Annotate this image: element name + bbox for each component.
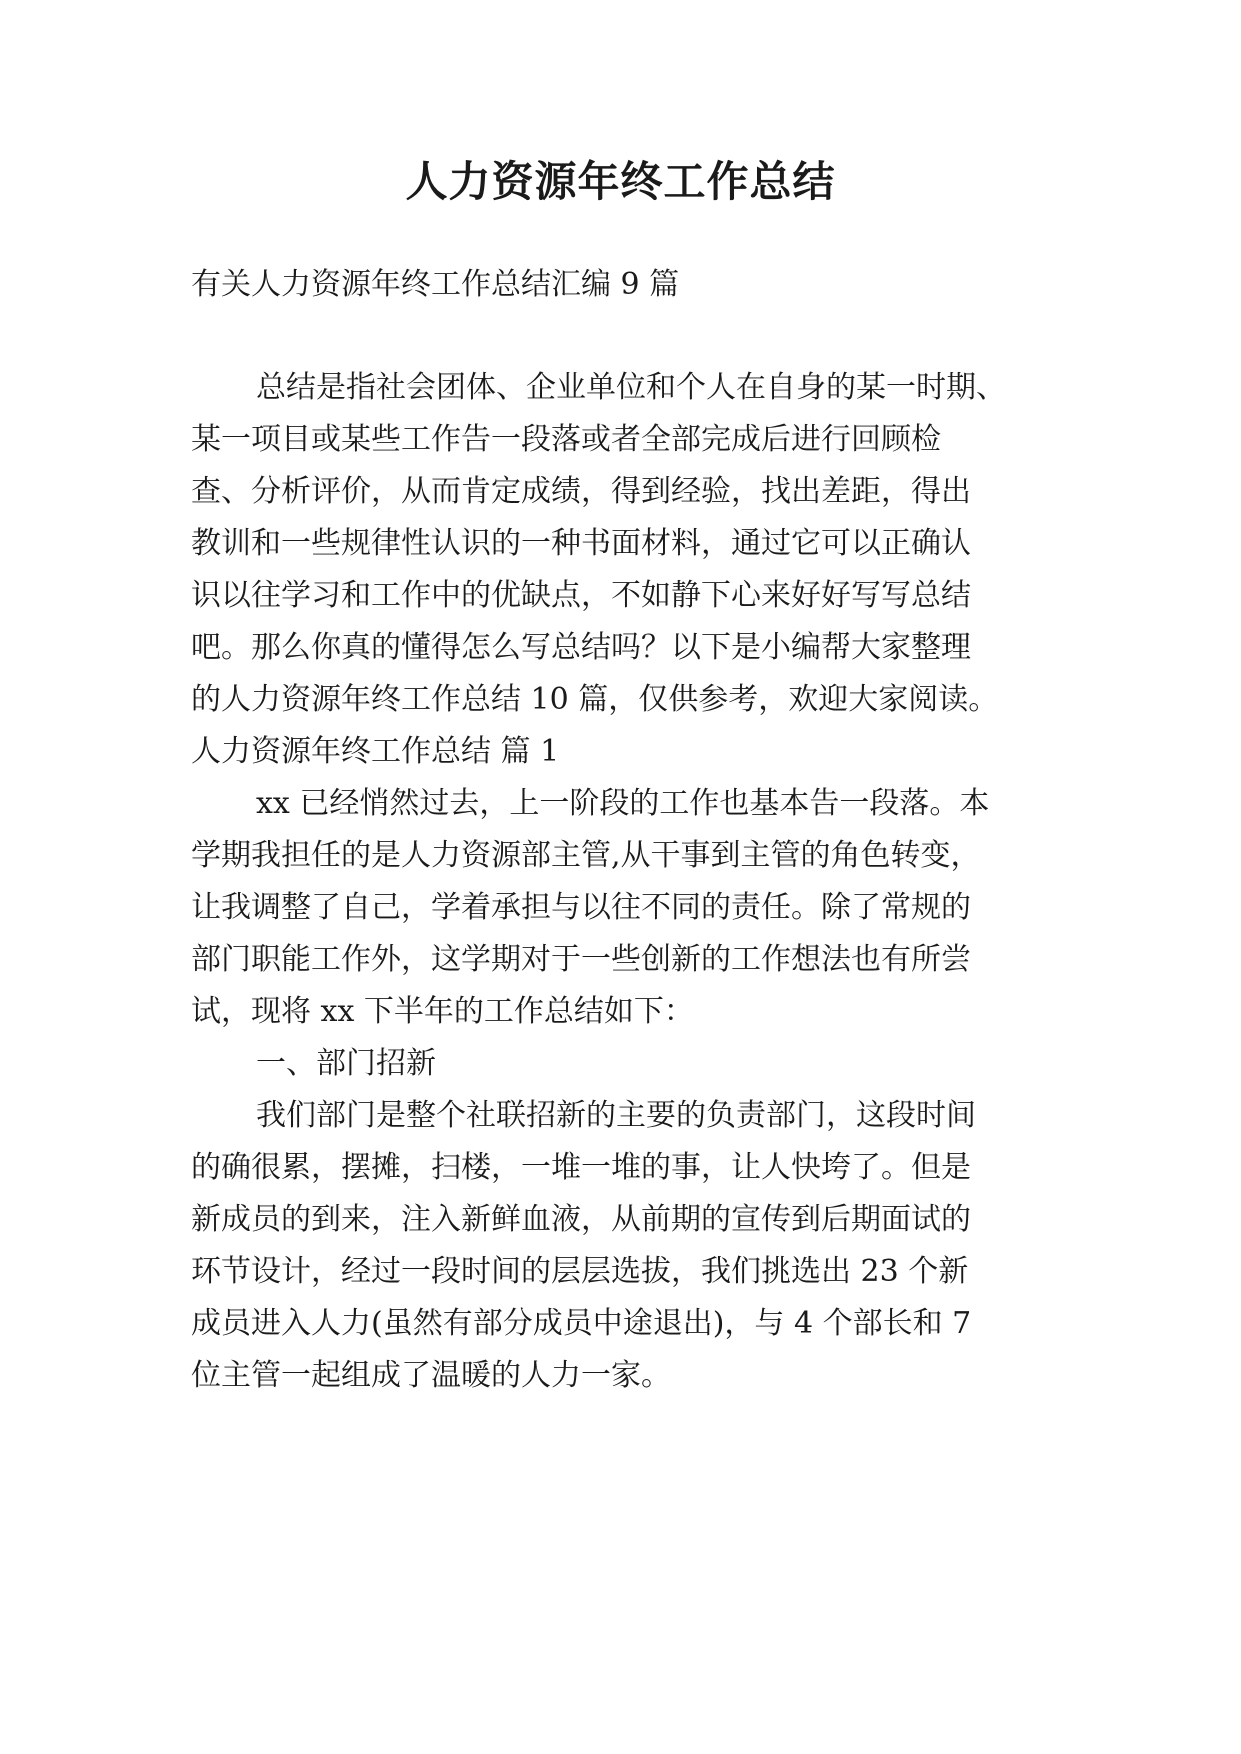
paragraph-line: 教训和一些规律性认识的一种书面材料，通过它可以正确认: [191, 526, 971, 561]
paragraph-line: 的人力资源年终工作总结 10 篇，仅供参考，欢迎大家阅读。: [191, 682, 999, 717]
paragraph-line: xx 已经悄然过去，上一阶段的工作也基本告一段落。本: [256, 786, 990, 821]
paragraph-line: 某一项目或某些工作告一段落或者全部完成后进行回顾检: [191, 422, 941, 457]
paragraph-line: 环节设计，经过一段时间的层层选拔，我们挑选出 23 个新: [191, 1254, 969, 1289]
paragraph-line: 位主管一起组成了温暖的人力一家。: [191, 1358, 671, 1393]
paragraph-line: 让我调整了自己，学着承担与以往不同的责任。除了常规的: [191, 890, 971, 925]
subsection-heading: 一、部门招新: [256, 1046, 436, 1081]
paragraph-line: 成员进入人力(虽然有部分成员中途退出)，与 4 个部长和 7: [191, 1306, 972, 1341]
section-heading: 人力资源年终工作总结 篇 1: [191, 734, 560, 769]
paragraph-line: 新成员的到来，注入新鲜血液，从前期的宣传到后期面试的: [191, 1202, 971, 1237]
document-title: 人力资源年终工作总结: [405, 157, 836, 206]
paragraph-line: 试，现将 xx 下半年的工作总结如下：: [191, 994, 694, 1029]
paragraph-line: 查、分析评价，从而肯定成绩，得到经验，找出差距，得出: [191, 474, 971, 509]
document-subtitle: 有关人力资源年终工作总结汇编 9 篇: [191, 267, 680, 302]
paragraph-line: 总结是指社会团体、企业单位和个人在自身的某一时期、: [256, 370, 1006, 405]
paragraph-line: 吧。那么你真的懂得怎么写总结吗？以下是小编帮大家整理: [191, 630, 971, 665]
paragraph-line: 识以往学习和工作中的优缺点，不如静下心来好好写写总结: [191, 578, 971, 613]
paragraph-line: 学期我担任的是人力资源部主管,从干事到主管的角色转变，: [191, 838, 981, 873]
paragraph-line: 的确很累，摆摊，扫楼，一堆一堆的事，让人快垮了。但是: [191, 1150, 971, 1185]
paragraph-line: 部门职能工作外，这学期对于一些创新的工作想法也有所尝: [191, 942, 971, 977]
paragraph-line: 我们部门是整个社联招新的主要的负责部门，这段时间: [256, 1098, 976, 1133]
